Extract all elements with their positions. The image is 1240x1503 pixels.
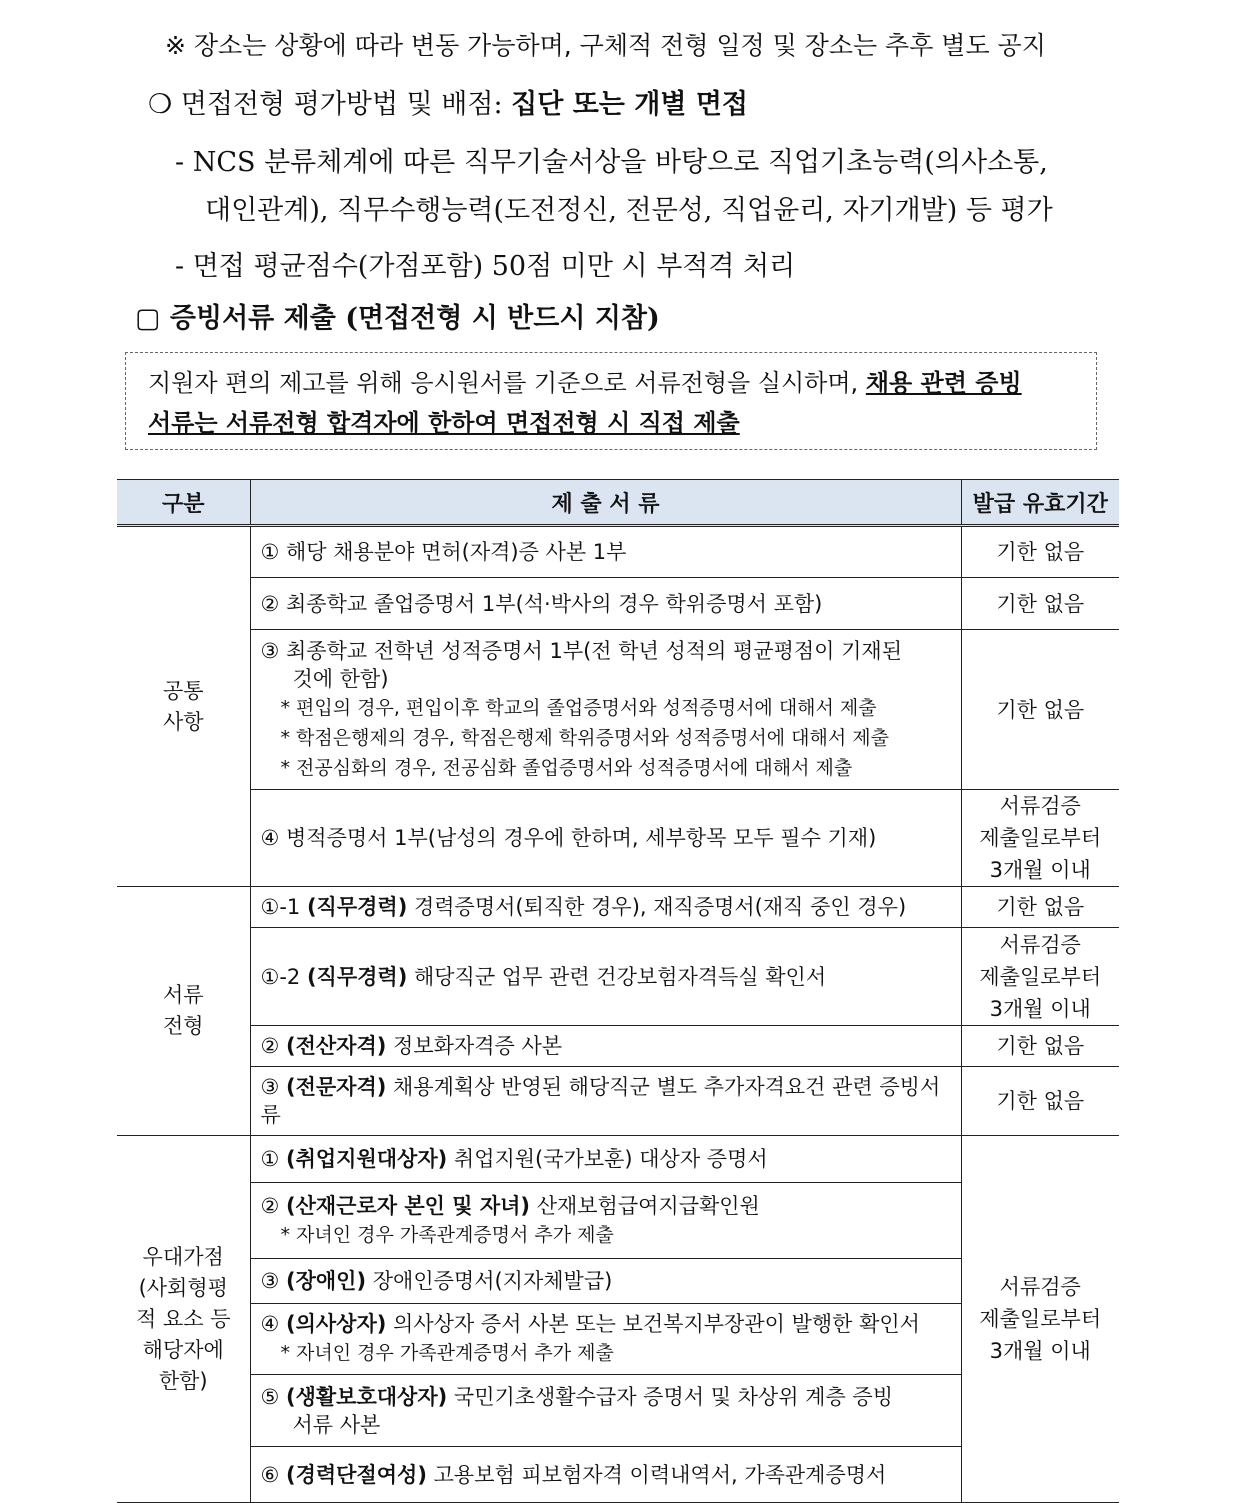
box-text-plain: 지원자 편의 제고를 위해 응시원서를 기준으로 서류전형을 실시하며, bbox=[148, 369, 859, 397]
doc-bonus-5: ⑤ (생활보호대상자) 국민기초생활수급자 증명서 및 차상위 계층 증빙 서류 사본 bbox=[250, 1375, 961, 1447]
doc-screening-2: ①-2 (직무경력) 해당직군 업무 관련 건강보험자격득실 확인서 bbox=[250, 928, 961, 1026]
circle-bullet-icon: ❍ bbox=[148, 89, 173, 120]
table-row bbox=[117, 1136, 1119, 1183]
category-bonus: 우대가점 (사회형평 적 요소 등 해당자에 한함) bbox=[117, 1136, 250, 1503]
validity-cell: 서류검증 제출일로부터 3개월 이내 bbox=[961, 1136, 1119, 1503]
interview-method-line bbox=[148, 82, 748, 121]
validity-cell: 기한 없음 bbox=[961, 887, 1119, 928]
doc-bonus-1: ① (취업지원대상자) 취업지원(국가보훈) 대상자 증명서 bbox=[250, 1136, 961, 1183]
table-row bbox=[117, 887, 1119, 928]
category-document: 서류 전형 bbox=[117, 887, 250, 1136]
interview-item2: - 면접 평균점수(가점포함) 50점 미만 시 부적격 처리 bbox=[175, 251, 796, 282]
doc-common-2: ② 최종학교 졸업증명서 1부(석·박사의 경우 학위증명서 포함) bbox=[250, 578, 961, 630]
doc-screening-4: ③ (전문자격) 채용계획상 반영된 해당직군 별도 추가자격요건 관련 증빙서류 bbox=[250, 1067, 961, 1136]
table-row bbox=[117, 526, 1119, 578]
header-documents: 제 출 서 류 bbox=[250, 480, 961, 526]
validity-cell: 기한 없음 bbox=[961, 578, 1119, 630]
category-common: 공통 사항 bbox=[117, 526, 250, 887]
table-row bbox=[117, 790, 1119, 887]
table-row bbox=[117, 630, 1119, 790]
box-text-underlined-1: 채용 관련 증빙 bbox=[865, 369, 1022, 397]
doc-common-3: ③ 최종학교 전학년 성적증명서 1부(전 학년 성적의 평균평점이 기재된 것에 한함) * 편입의 경우, 편입이후 학교의 졸업증명서와 성적증명서에 대해서 제출 * 학점은행제의 경우, 학점은행제 학위증명서와 성적증명서에 대해서 제출 * 전공심화의 경우, 전공심화 졸업증명서와 성적증명서에 대해서 제출 bbox=[250, 630, 961, 790]
table-header-row bbox=[117, 480, 1119, 526]
interview-method-value: 집단 또는 개별 면접 bbox=[511, 89, 749, 120]
notice-text: ※ 장소는 상황에 따라 변동 가능하며, 구체적 전형 일정 및 장소는 추후 별도 공지 bbox=[165, 31, 1046, 60]
validity-cell: 기한 없음 bbox=[961, 1067, 1119, 1136]
doc-bonus-4: ④ (의사상자) 의사상자 증서 사본 또는 보건복지부장관이 발행한 확인서 * 자녀인 경우 가족관계증명서 추가 제출 bbox=[250, 1304, 961, 1375]
interview-item1-line2: 대인관계), 직무수행능력(도전정신, 전문성, 직업윤리, 자기개발) 등 평가 bbox=[205, 195, 1053, 226]
table-row bbox=[117, 1026, 1119, 1067]
table-row bbox=[117, 578, 1119, 630]
box-text-underlined-2: 서류는 서류전형 합격자에 한하여 면접전형 시 직접 제출 bbox=[148, 409, 740, 437]
validity-cell: 기한 없음 bbox=[961, 630, 1119, 790]
doc-bonus-6: ⑥ (경력단절여성) 고용보험 피보험자격 이력내역서, 가족관계증명서 bbox=[250, 1447, 961, 1503]
doc-bonus-3: ③ (장애인) 장애인증명서(지자체발급) bbox=[250, 1259, 961, 1304]
interview-item1-line1: - NCS 분류체계에 따른 직무기술서상을 바탕으로 직업기초능력(의사소통, bbox=[175, 147, 1048, 178]
table-row bbox=[117, 1067, 1119, 1136]
doc-common-4: ④ 병적증명서 1부(남성의 경우에 한하며, 세부항목 모두 필수 기재) bbox=[250, 790, 961, 887]
header-category: 구분 bbox=[117, 480, 250, 526]
header-validity: 발급 유효기간 bbox=[961, 480, 1119, 526]
validity-cell: 기한 없음 bbox=[961, 1026, 1119, 1067]
doc-screening-3: ② (전산자격) 정보화자격증 사본 bbox=[250, 1026, 961, 1067]
section-title: ▢ 증빙서류 제출 (면접전형 시 반드시 지참) bbox=[135, 303, 660, 334]
documents-table bbox=[117, 479, 1119, 1503]
validity-cell: 서류검증 제출일로부터 3개월 이내 bbox=[961, 928, 1119, 1026]
validity-cell: 기한 없음 bbox=[961, 526, 1119, 578]
table-row bbox=[117, 928, 1119, 1026]
doc-bonus-2: ② (산재근로자 본인 및 자녀) 산재보험급여지급확인원 * 자녀인 경우 가족관계증명서 추가 제출 bbox=[250, 1183, 961, 1259]
validity-cell: 서류검증 제출일로부터 3개월 이내 bbox=[961, 790, 1119, 887]
doc-screening-1: ①-1 (직무경력) 경력증명서(퇴직한 경우), 재직증명서(재직 중인 경우) bbox=[250, 887, 961, 928]
notice-box bbox=[125, 352, 1097, 450]
doc-common-1: ① 해당 채용분야 면허(자격)증 사본 1부 bbox=[250, 526, 961, 578]
interview-method-label: 면접전형 평가방법 및 배점: bbox=[180, 89, 503, 120]
